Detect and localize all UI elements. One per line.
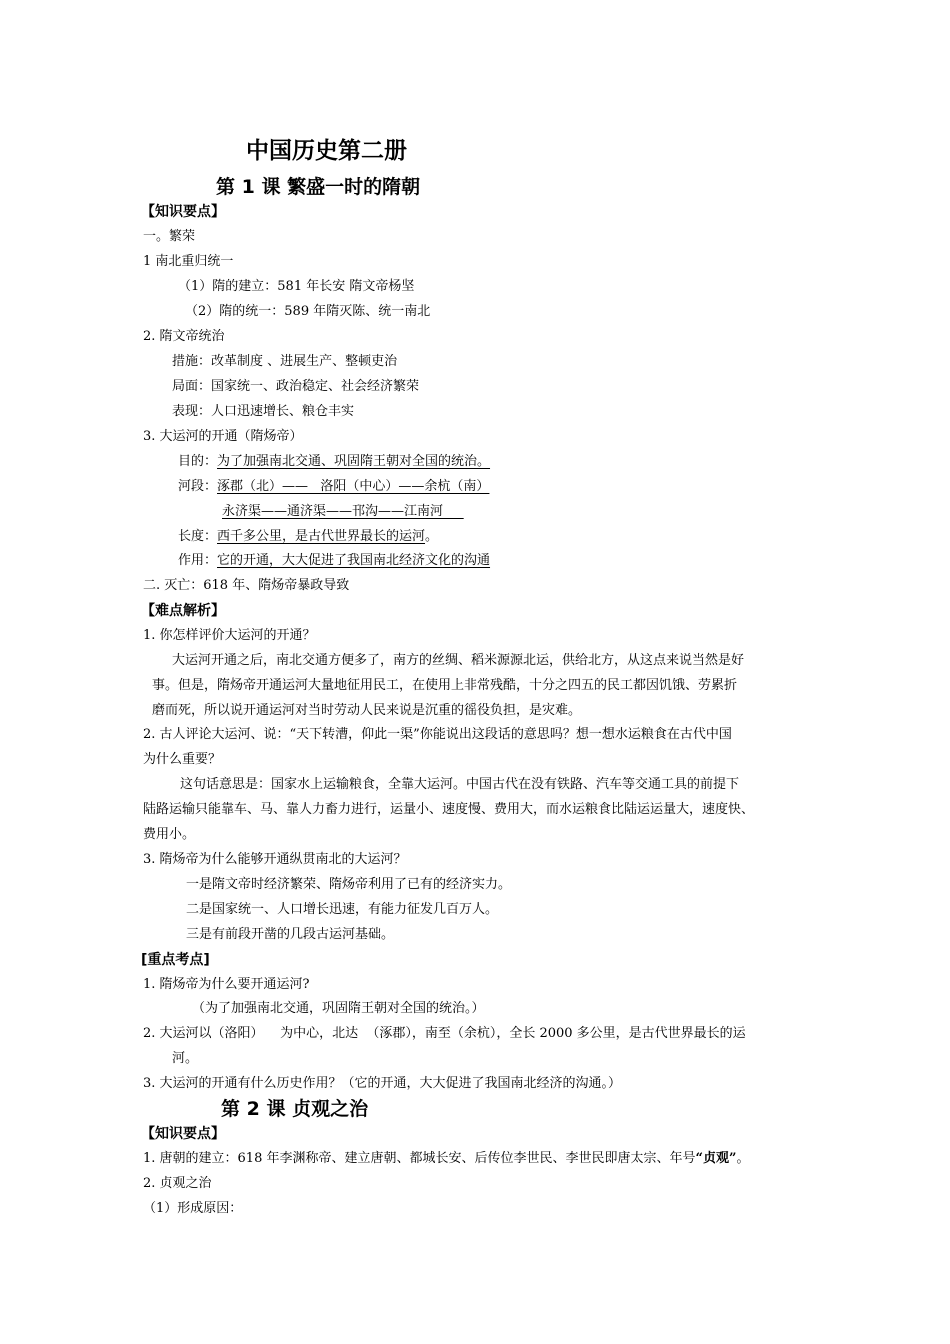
- text-line: 措施：改革制度 、进展生产、整顿吏治: [172, 354, 398, 369]
- lesson-1-heading: 第 1 课 繁盛一时的隋朝: [216, 176, 421, 198]
- label: 目的：: [178, 454, 218, 469]
- text-line: （1）形成原因：: [143, 1201, 243, 1216]
- answer-line: 三是有前段开凿的几段古运河基础。: [186, 927, 395, 942]
- canal-sections-line: [178, 478, 489, 496]
- section-knowledge-points-2: 【知识要点】: [141, 1126, 225, 1142]
- answer-line: 事。但是，隋炀帝开通运河大量地征用民工，在使用上非常残酷，十分之四五的民工都因饥饿、劳累折: [152, 678, 738, 693]
- answer-line: （为了加强南北交通，巩固隋王朝对全国的统治。）: [192, 1001, 485, 1016]
- question-line: 2. 古人评论大运河、说：“天下转漕，仰此一渠”你能说出这段话的意思吗？想一想水运粮食在古代中国: [143, 727, 732, 742]
- underlined-text: 为了加强南北交通、巩固隋王朝对全国的统治。: [217, 454, 491, 469]
- bold-era-name: “贞观”: [695, 1151, 737, 1166]
- label: 河段：: [178, 479, 218, 494]
- text-line: [143, 1150, 749, 1168]
- underlined-text: 永济渠——通济渠——邗沟——江南河: [222, 504, 464, 519]
- text-line: 1 南北重归统一: [143, 254, 234, 269]
- section-key-exam-points: [重点考点]: [141, 952, 210, 968]
- text-part: 1. 唐朝的建立：618 年李渊称帝、建立唐朝、都城长安、后传位李世民、李世民即唐太宗、年号: [143, 1151, 696, 1166]
- section-knowledge-points-1: 【知识要点】: [141, 204, 225, 220]
- text-line: （1）隋的建立：581 年长安 隋文帝杨坚: [178, 279, 415, 294]
- question-line: 为什么重要？: [143, 752, 222, 767]
- answer-line: 陆路运输只能靠车、马、靠人力畜力进行，运量小、速度慢、费用大，而水运粮食比陆运运量大，速度快、: [143, 802, 755, 817]
- question-line: 2. 大运河以（洛阳） 为中心，北达 （涿郡），南至（余杭），全长 2000 多公里，是古代世界最长的运: [143, 1026, 746, 1041]
- question-line: 1. 隋炀帝为什么要开通运河?: [143, 977, 310, 992]
- answer-line: 大运河开通之后，南北交通方便多了，南方的丝绸、稻米源源北运，供给北方，从这点来说当然是好: [172, 653, 745, 668]
- text-line: 表现：人口迅速增长、粮仓丰实: [172, 404, 355, 419]
- text-line: 局面：国家统一、政治稳定、社会经济繁荣: [172, 379, 420, 394]
- text-line: 2. 隋文帝统治: [143, 329, 225, 344]
- canal-length-line: [178, 528, 438, 546]
- underlined-text: 它的开通，大大促进了我国南北经济文化的沟通: [217, 553, 491, 568]
- question-line: 3. 隋炀帝为什么能够开通纵贯南北的大运河？: [143, 852, 407, 867]
- answer-line: 费用小。: [143, 827, 196, 842]
- text-line: 二. 灭亡：618 年、隋炀帝暴政导致: [143, 578, 350, 593]
- canal-purpose-line: [178, 453, 490, 471]
- label: 作用：: [178, 553, 218, 568]
- canal-names-line: [222, 503, 464, 521]
- question-line: 河。: [172, 1051, 199, 1066]
- underlined-text: 涿郡（北）—— 洛阳（中心）——余杭（南）: [217, 479, 490, 494]
- question-line: 1. 你怎样评价大运河的开通？: [143, 628, 316, 643]
- canal-effect-line: [178, 552, 490, 570]
- answer-line: 一是隋文帝时经济繁荣、隋炀帝利用了已有的经济实力。: [186, 877, 512, 892]
- text-line: 一。繁荣: [143, 229, 196, 244]
- text-line: （2）隋的统一：589 年隋灭陈、统一南北: [185, 304, 431, 319]
- punctuation: 。: [425, 529, 439, 544]
- text-line: 3. 大运河的开通（隋炀帝）: [143, 429, 303, 444]
- lesson-2-heading: 第 2 课 贞观之治: [221, 1098, 369, 1120]
- document-title: 中国历史第二册: [246, 138, 407, 164]
- question-line: 3. 大运河的开通有什么历史作用？（它的开通，大大促进了我国南北经济的沟通。）: [143, 1076, 622, 1091]
- section-difficulty-analysis: 【难点解析】: [141, 603, 225, 619]
- answer-line: 二是国家统一、人口增长迅速，有能力征发几百万人。: [186, 902, 499, 917]
- label: 长度：: [178, 529, 218, 544]
- text-line: 2. 贞观之治: [143, 1176, 212, 1191]
- underlined-text: 西千多公里，是古代世界最长的运河: [217, 529, 426, 544]
- answer-line: 磨而死，所以说开通运河对当时劳动人民来说是沉重的徭役负担，是灾难。: [152, 703, 582, 718]
- punctuation: 。: [736, 1151, 750, 1166]
- answer-line: 这句话意思是：国家水上运输粮食，全靠大运河。中国古代在没有铁路、汽车等交通工具的前提下: [180, 777, 740, 792]
